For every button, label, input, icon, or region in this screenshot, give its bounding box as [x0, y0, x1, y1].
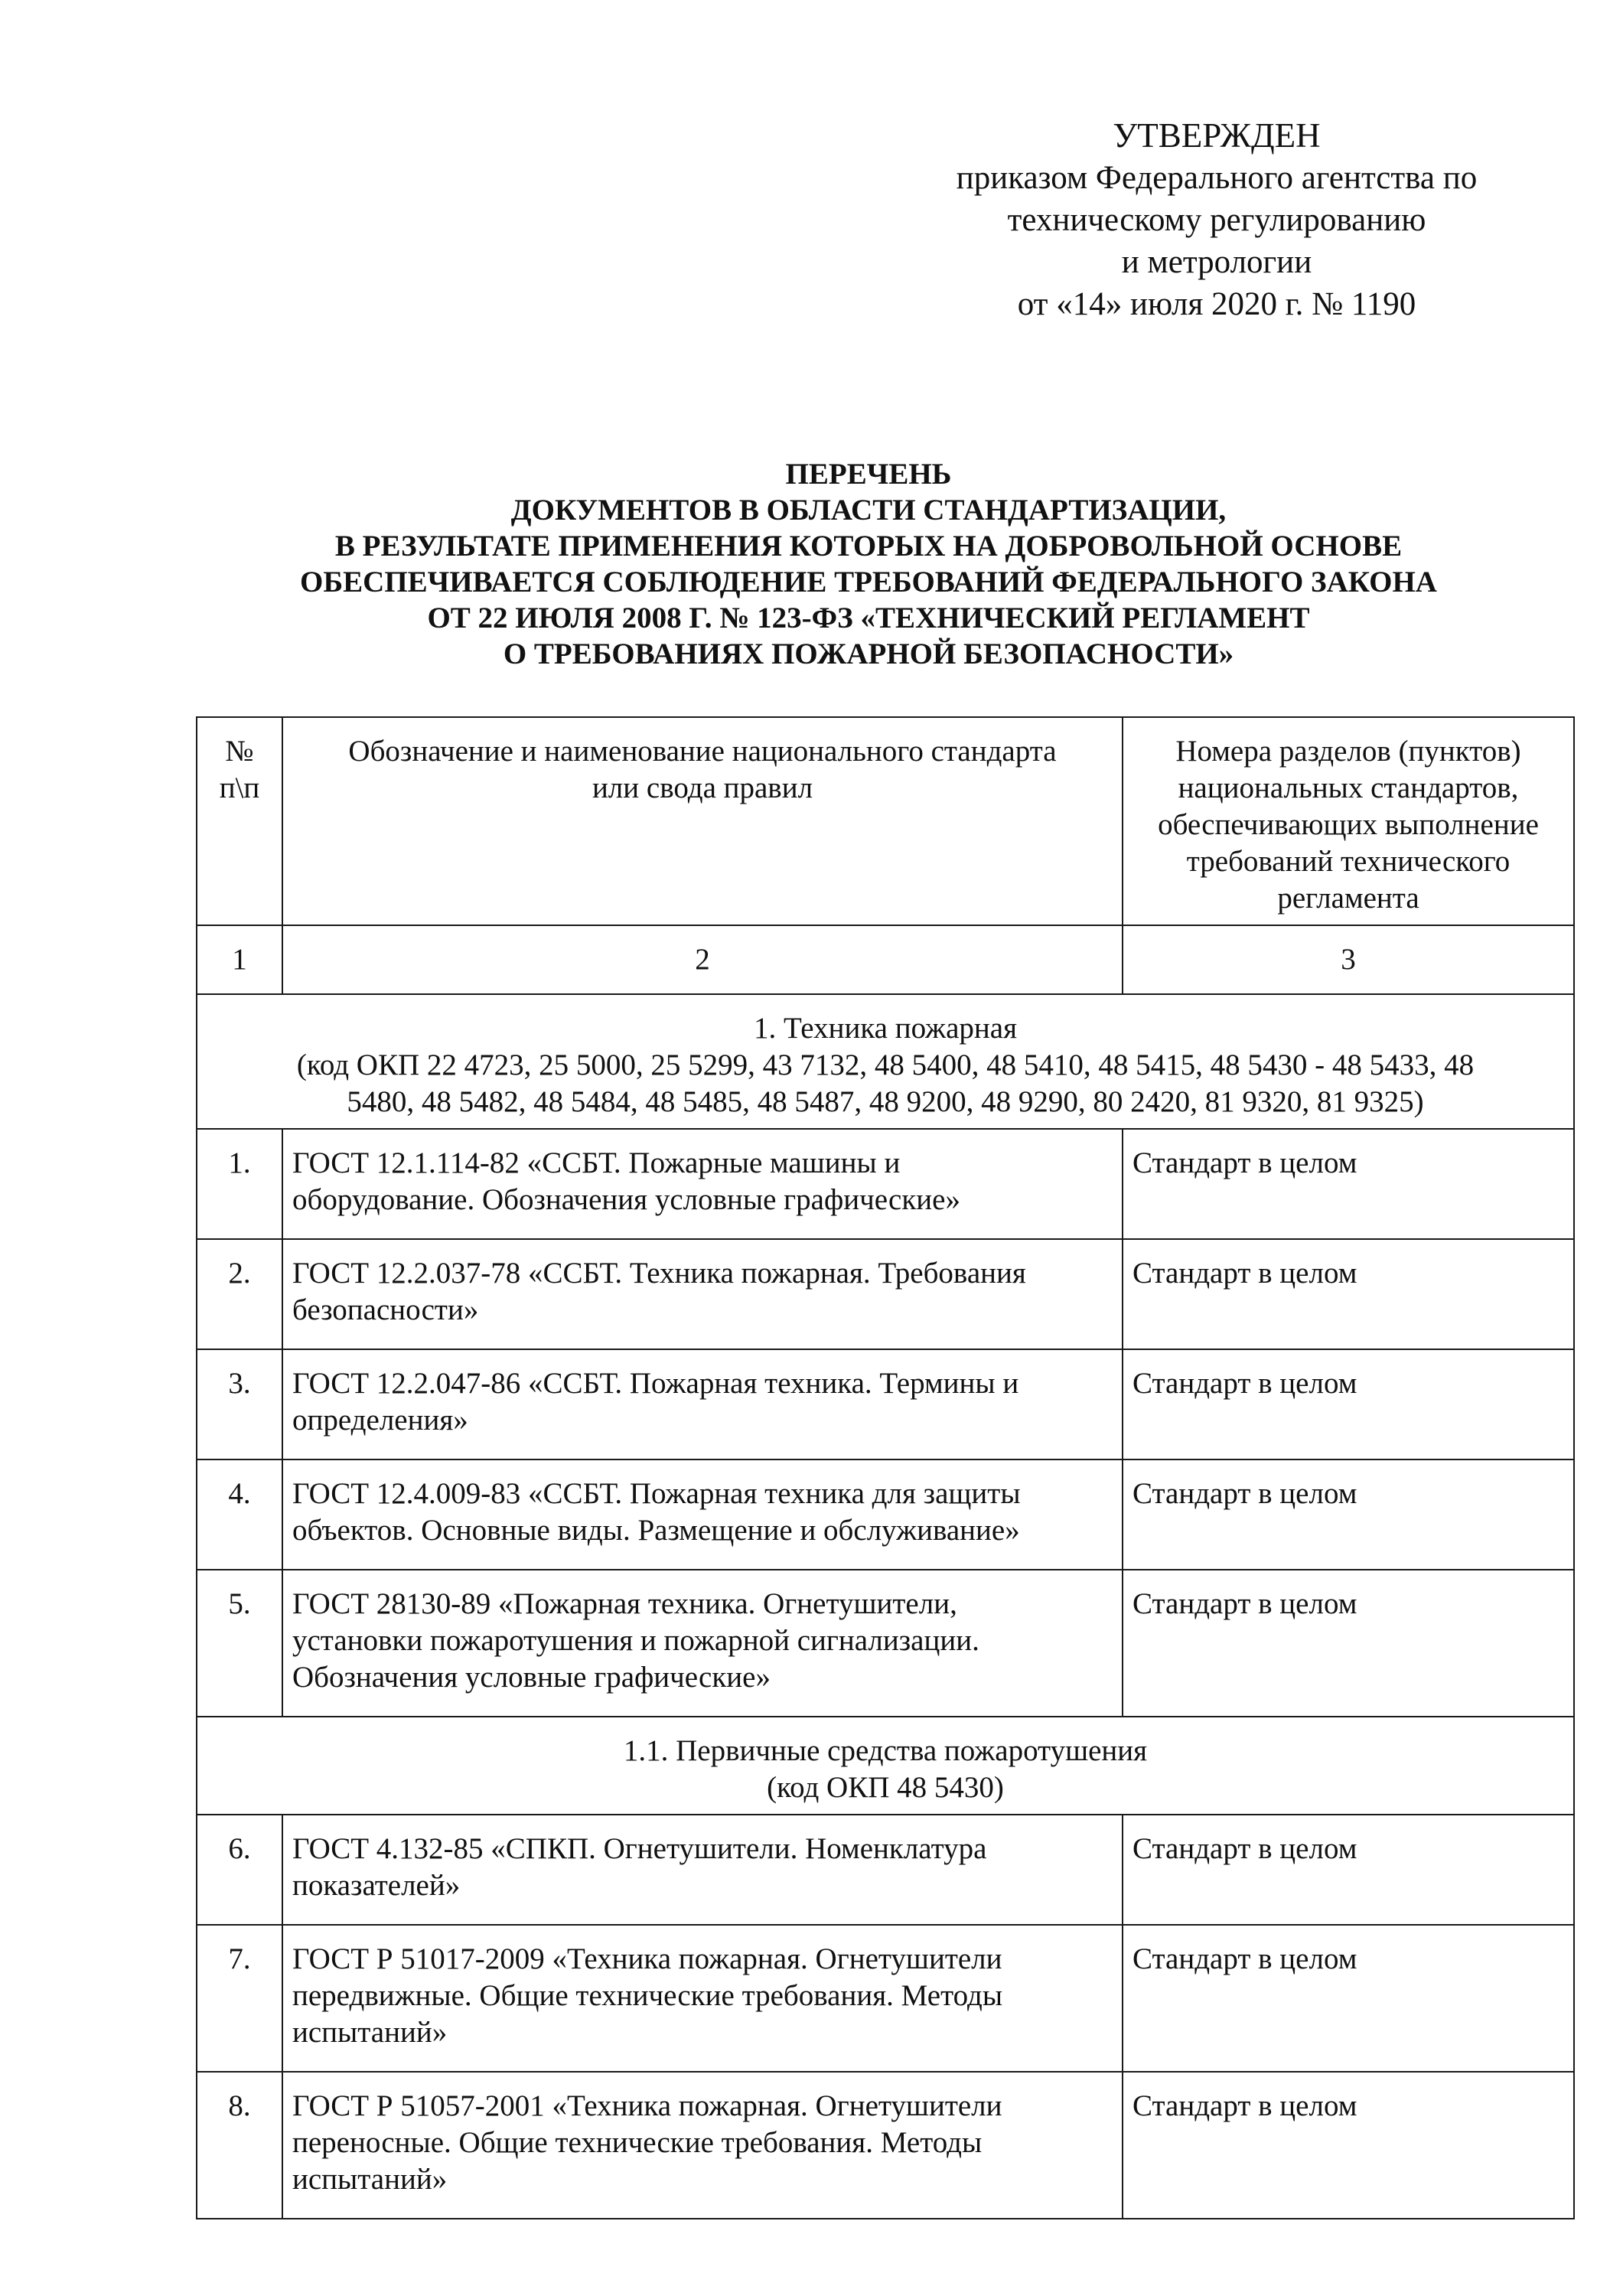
section-row-1-1	[197, 1717, 1574, 1815]
row-number: 1.	[197, 1129, 282, 1239]
column-number-3: 3	[1123, 925, 1574, 994]
standard-designation-line: показателей»	[292, 1869, 461, 1902]
standard-designation-line: Обозначения условные графические»	[292, 1661, 771, 1694]
title-line-3: В РЕЗУЛЬТАТЕ ПРИМЕНЕНИЯ КОТОРЫХ НА ДОБРОВОЛЬНОЙ ОСНОВЕ	[334, 530, 1403, 563]
table-row	[197, 1349, 1574, 1459]
standard-designation-line: испытаний»	[292, 2163, 448, 2196]
approval-block	[872, 115, 1561, 325]
header-sections-line-1: Номера разделов (пунктов)	[1175, 735, 1521, 768]
header-number-line-2: п\п	[219, 771, 260, 804]
applicable-sections: Стандарт в целом	[1123, 1129, 1574, 1239]
standard-designation-line: ГОСТ 28130-89 «Пожарная техника. Огнетушители,	[292, 1587, 957, 1620]
title-line-5: ОТ 22 ИЮЛЯ 2008 Г. № 123-ФЗ «ТЕХНИЧЕСКИЙ РЕГЛАМЕНТ	[427, 602, 1310, 634]
applicable-sections: Стандарт в целом	[1123, 2072, 1574, 2219]
section-1-cell	[197, 994, 1574, 1129]
header-designation-line-2: или свода правил	[592, 771, 813, 804]
standard-designation-line: ГОСТ Р 51057-2001 «Техника пожарная. Огнетушители	[292, 2089, 1002, 2122]
section-1-1-cell	[197, 1717, 1574, 1815]
applicable-sections: Стандарт в целом	[1123, 1925, 1574, 2072]
section-1-codes-line-1: (код ОКП 22 4723, 25 5000, 25 5299, 43 7132, 48 5400, 48 5410, 48 5415, 48 5430 - 48 5433, 48	[296, 1049, 1475, 1081]
standard-designation	[282, 2072, 1123, 2219]
header-sections	[1123, 717, 1574, 925]
row-number: 5.	[197, 1570, 282, 1717]
standard-designation	[282, 1129, 1123, 1239]
header-sections-line-4: требований технического	[1186, 845, 1511, 878]
header-sections-line-2: национальных стандартов,	[1178, 771, 1519, 804]
title-line-4: ОБЕСПЕЧИВАЕТСЯ СОБЛЮДЕНИЕ ТРЕБОВАНИЙ ФЕДЕРАЛЬНОГО ЗАКОНА	[300, 566, 1437, 598]
row-number: 2.	[197, 1239, 282, 1349]
table-row	[197, 1925, 1574, 2072]
row-number: 3.	[197, 1349, 282, 1459]
standard-designation-line: безопасности»	[292, 1293, 479, 1326]
standard-designation	[282, 1349, 1123, 1459]
title-line-2: ДОКУМЕНТОВ В ОБЛАСТИ СТАНДАРТИЗАЦИИ,	[510, 494, 1227, 527]
applicable-sections: Стандарт в целом	[1123, 1349, 1574, 1459]
standard-designation-line: ГОСТ 4.132-85 «СПКП. Огнетушители. Номенклатура	[292, 1832, 987, 1865]
table-header-row	[197, 717, 1574, 925]
table-row	[197, 1129, 1574, 1239]
section-row-1	[197, 994, 1574, 1129]
standards-table	[196, 716, 1575, 2219]
column-number-2: 2	[282, 925, 1123, 994]
column-number-row	[197, 925, 1574, 994]
standard-designation-line: ГОСТ 12.1.114-82 «ССБТ. Пожарные машины и	[292, 1146, 901, 1179]
table-row	[197, 1815, 1574, 1925]
approval-date-number: от «14» июля 2020 г. № 1190	[1017, 286, 1416, 322]
section-1-title: 1. Техника пожарная	[753, 1012, 1018, 1045]
applicable-sections: Стандарт в целом	[1123, 1815, 1574, 1925]
approval-line-1: приказом Федерального агентства по	[956, 160, 1478, 196]
header-number-line-1: №	[225, 735, 254, 768]
standard-designation-line: переносные. Общие технические требования. Методы	[292, 2126, 983, 2159]
header-sections-line-3: обеспечивающих выполнение	[1158, 808, 1539, 841]
standard-designation	[282, 1570, 1123, 1717]
title-line-1: ПЕРЕЧЕНЬ	[785, 458, 952, 491]
applicable-sections: Стандарт в целом	[1123, 1570, 1574, 1717]
applicable-sections: Стандарт в целом	[1123, 1239, 1574, 1349]
row-number: 4.	[197, 1459, 282, 1570]
applicable-sections: Стандарт в целом	[1123, 1459, 1574, 1570]
standard-designation	[282, 1239, 1123, 1349]
standard-designation-line: ГОСТ 12.2.037-78 «ССБТ. Техника пожарная. Требования	[292, 1257, 1026, 1290]
header-number	[197, 717, 282, 925]
standard-designation-line: определения»	[292, 1404, 468, 1437]
standard-designation-line: оборудование. Обозначения условные графические»	[292, 1183, 960, 1216]
table-row	[197, 2072, 1574, 2219]
column-number-1: 1	[197, 925, 282, 994]
section-1-codes-line-2: 5480, 48 5482, 48 5484, 48 5485, 48 5487, 48 9200, 48 9290, 80 2420, 81 9320, 81 9325)	[347, 1085, 1424, 1118]
section-1-1-title: 1.1. Первичные средства пожаротушения	[623, 1734, 1148, 1767]
table-row	[197, 1459, 1574, 1570]
table-row	[197, 1570, 1574, 1717]
section-1-1-code: (код ОКП 48 5430)	[767, 1771, 1004, 1804]
row-number: 8.	[197, 2072, 282, 2219]
approval-heading: УТВЕРЖДЕН	[1113, 116, 1321, 155]
table-row	[197, 1239, 1574, 1349]
header-designation-line-1: Обозначение и наименование национального стандарта	[348, 735, 1057, 768]
standard-designation-line: объектов. Основные виды. Размещение и обслуживание»	[292, 1514, 1020, 1547]
standard-designation-line: передвижные. Общие технические требования. Методы	[292, 1979, 1003, 2012]
standard-designation	[282, 1925, 1123, 2072]
title-line-6: О ТРЕБОВАНИЯХ ПОЖАРНОЙ БЕЗОПАСНОСТИ»	[503, 638, 1234, 670]
header-designation	[282, 717, 1123, 925]
standard-designation-line: ГОСТ 12.4.009-83 «ССБТ. Пожарная техника для защиты	[292, 1477, 1021, 1510]
document-title	[184, 456, 1553, 672]
standard-designation-line: испытаний»	[292, 2016, 448, 2049]
standard-designation-line: ГОСТ 12.2.047-86 «ССБТ. Пожарная техника. Термины и	[292, 1367, 1019, 1400]
header-sections-line-5: регламента	[1277, 882, 1419, 915]
row-number: 6.	[197, 1815, 282, 1925]
standard-designation-line: ГОСТ Р 51017-2009 «Техника пожарная. Огнетушители	[292, 1942, 1002, 1975]
row-number: 7.	[197, 1925, 282, 2072]
standard-designation	[282, 1459, 1123, 1570]
approval-line-3: и метрологии	[1121, 244, 1312, 280]
standard-designation-line: установки пожаротушения и пожарной сигнализации.	[292, 1624, 979, 1657]
standard-designation	[282, 1815, 1123, 1925]
approval-line-2: техническому регулированию	[1007, 202, 1426, 238]
